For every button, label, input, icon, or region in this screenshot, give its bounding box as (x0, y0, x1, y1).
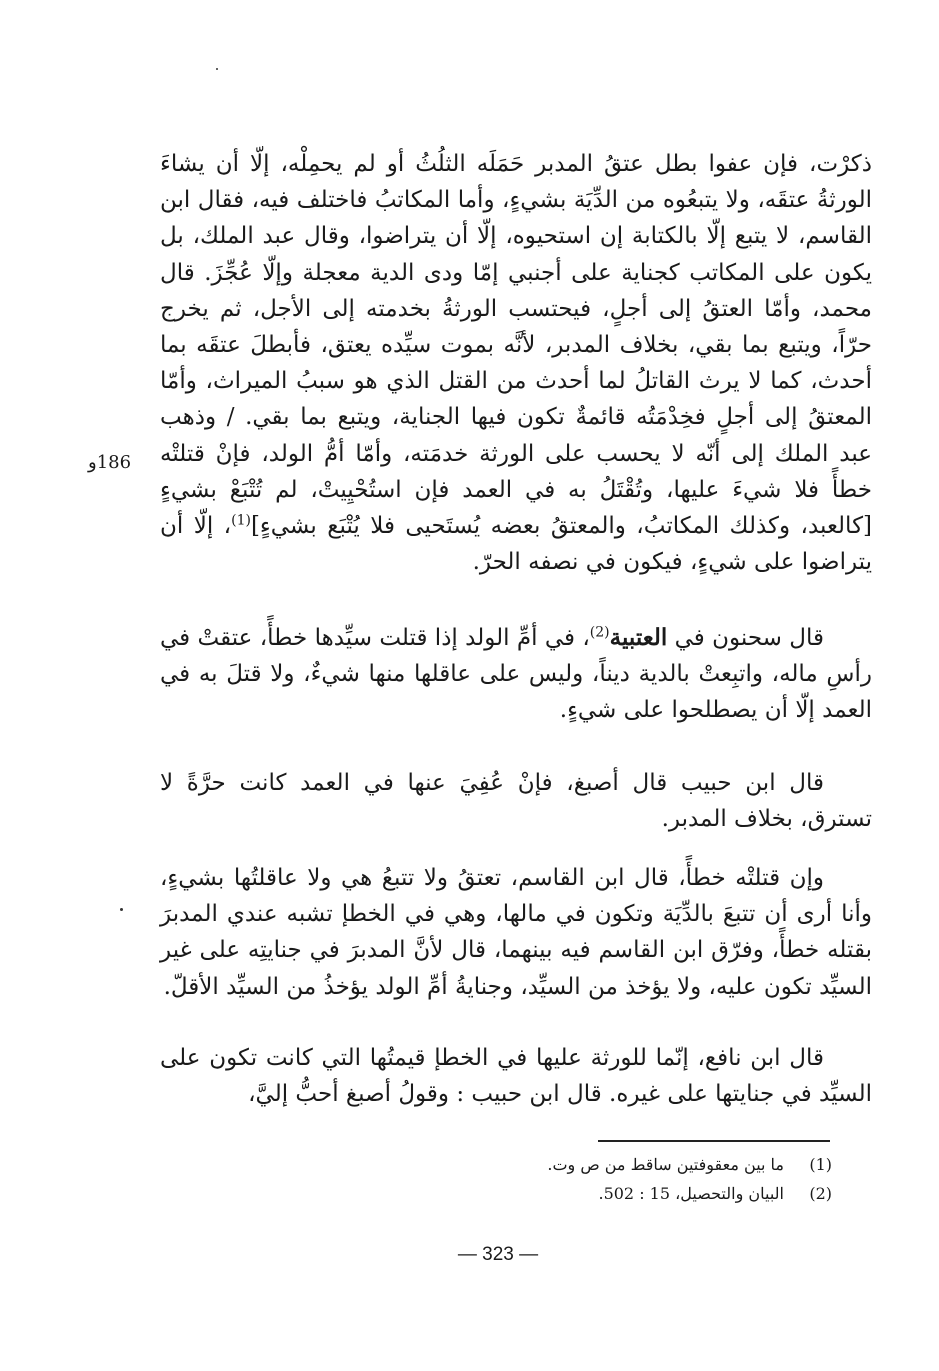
source-title-utbiyya: العتبية (609, 624, 668, 651)
scan-speck (120, 908, 123, 911)
footnote-divider (598, 1140, 830, 1142)
paragraph-2-prefix: قال سحنون في (667, 625, 824, 651)
paragraph-2 (160, 620, 872, 729)
footnote-1-number: (1) (809, 1155, 832, 1174)
footnotes (400, 1150, 832, 1208)
scan-speck (216, 68, 218, 70)
footnote-ref-2: (2) (589, 624, 610, 641)
folio-margin-note: 186و (88, 452, 132, 473)
footnote-2 (400, 1179, 832, 1208)
paragraph-3 (160, 765, 872, 837)
paragraph-5-text: قال ابن نافع، إنّما للورثة عليها في الخطإ قيمتُها التي كانت تكون على السيِّد في جنايتها على غيره. قال ابن حبيب : وقولُ أصبغ أحبُّ إليَّ، (160, 1045, 872, 1108)
paragraph-4-text: وإن قتلتْه خطأً، قال ابن القاسم، تعتقُ ولا تتبعُ هي ولا عاقلتُها بشيءٍ، وأنا أرى أن تتبعَ بالدِّيَة وتكون في مالها، وهي في الخطإ تشبه عندي المدبرَ بقتله خطأً، وفرّق ابن القاسم فيه بينهما، قال لأنَّ المدبرَ في جنايتِه على غير السيِّد تكون عليه، ولا يؤخذ من السيِّد، وجنايةُ أمِّ الولد يؤخذُ من السيِّد الأقلّ. (160, 865, 872, 1000)
paragraph-1-text: ذكرْت، فإن عفوا بطل عتقُ المدبر حَمَلَه الثلُثُ أو لم يحمِلْه، إلّا أن يشاءَ الورثةُ عتقَه، ولا يتبعُوه من الدِّيَة بشيءٍ، وأما المكاتبُ فاختلف فيه، فقال ابن القاسم، لا يتبع إلّا بالكتابة إن استحيوه، إلّا أن يتراضوا، وقال عبد الملك، بل يكون على المكاتب كجناية على أجنبي إمّا ودى الدية معجلة وإلّا عُجِّزَ. قال محمد، وأمّا العتقُ إلى أجلٍ، فيحتسب الورثةُ بخدمته إلى الأجل، ثم يخرج حرّاً، ويتبع بما بقي، بخلاف المدبر، لأنَّه بموت سيِّده يعتق، فأبطلَ عتقَه بما أحدث، كما لا يرث القاتلُ لما أحدث من القتل الذي هو سببُ الميراث، وأمّا المعتقُ إلى أجلٍ فخِدْمَتُه قائمةٌ تكون فيها الجناية، ويتبع بما بقي. / وذهب عبد الملك إلى أنّه لا يحسب على الورثة خدمَته، وأمّا أمُّ الولد، فإنْ قتلتْه خطأً فلا شيءَ عليها، وتُقْتَلُ به في العمد فإن استُحْيِيتْ، لم تُتْبَعْ بشيءٍ [كالعبد، وكذلك المكاتبُ، والمعتقُ بعضه يُستَحيى فلا يُتْبَع بشيءٍ] (160, 151, 872, 540)
paragraph-1 (160, 146, 872, 580)
footnote-ref-1: (1) (231, 512, 251, 529)
paragraph-5 (160, 1040, 872, 1112)
page-number: — 323 — (457, 1244, 539, 1265)
footnote-1 (400, 1150, 832, 1179)
footnote-1-text: ما بين معقوفتين ساقط من ص وت. (547, 1155, 784, 1174)
paragraph-1-tail: ، إلّا أن يتراضوا على شيءٍ، فيكون في نصفه الحرّ. (160, 513, 872, 576)
footnote-2-number: (2) (809, 1184, 832, 1203)
footnote-2-text: البيان والتحصيل، 15 : 502. (598, 1184, 784, 1203)
paragraph-2-text: ، في أمِّ الولد إذا قتلت سيِّدها خطأً، عتقتْ في رأسِ ماله، واتبِعتْ بالدية ديناً، وليس على عاقلها منها شيءٌ، ولا قتلَ به في العمد إلّا أن يصطلحوا على شيءٍ. (160, 625, 872, 724)
paragraph-4 (160, 860, 872, 1005)
paragraph-3-text: قال ابن حبيب قال أصبغ، فإنْ عُفِيَ عنها في العمد كانت حرَّةً لا تسترق، بخلاف المدبر. (160, 770, 872, 833)
